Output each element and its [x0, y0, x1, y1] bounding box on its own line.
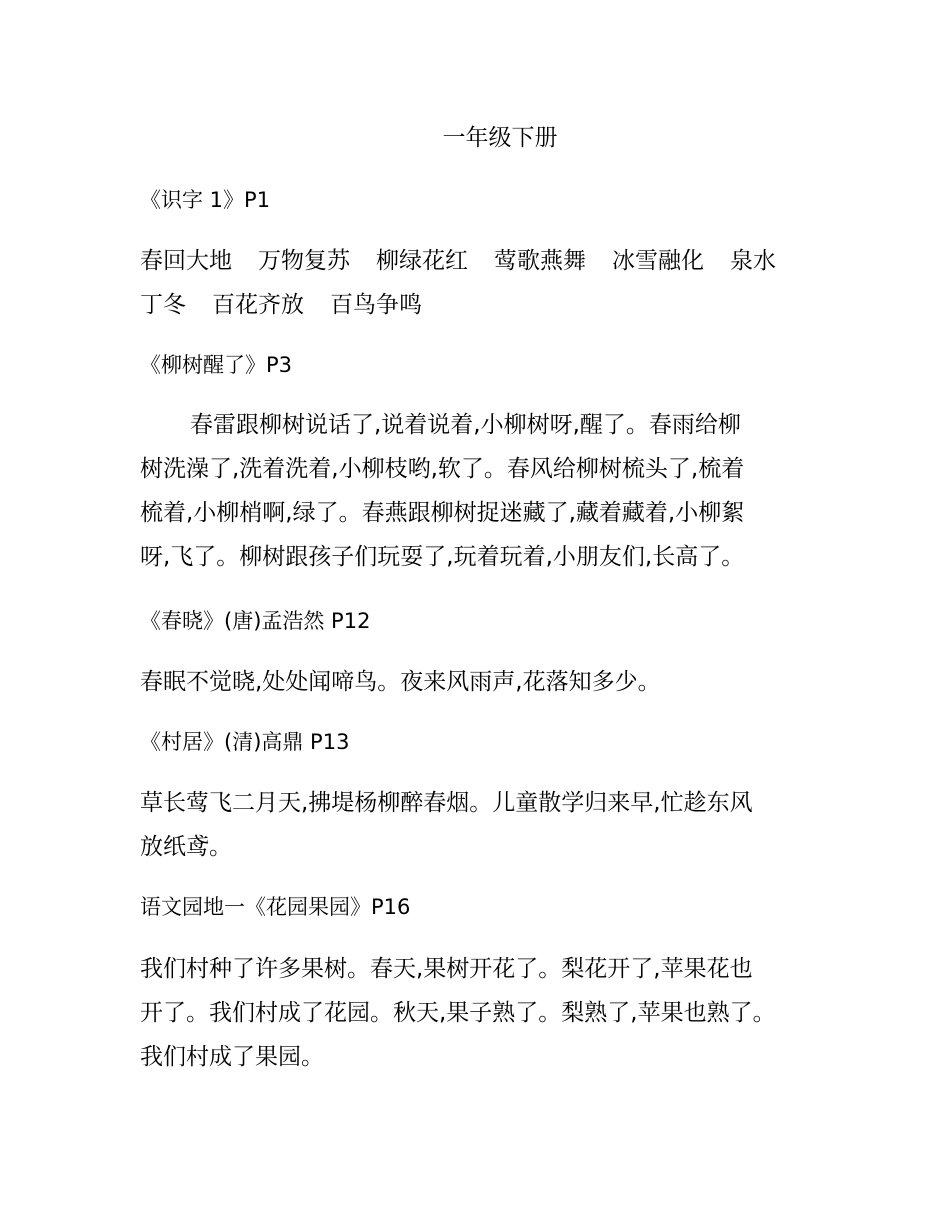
word: 柳绿花红: [376, 248, 468, 274]
word: 万物复苏: [258, 248, 350, 274]
section-heading-liushu: 《柳树醒了》P3: [140, 353, 293, 377]
text-line: 春雷跟柳树说话了,说着说着,小柳树呀,醒了。春雨给柳: [190, 412, 741, 438]
section-heading-chunxiao: 《春晓》(唐)孟浩然 P12: [140, 609, 371, 633]
section-heading-huayuan: 语文园地一《花园果园》P16: [140, 895, 411, 919]
text-line: 我们村种了许多果树。春天,果树开花了。梨花开了,苹果花也: [140, 956, 753, 982]
paragraph-huayuan: [140, 947, 776, 1079]
word: 泉水: [730, 248, 776, 274]
word-line: [140, 239, 776, 283]
word: 百鸟争鸣: [330, 292, 422, 318]
paragraph-liushu: [140, 403, 744, 579]
text-line: 我们村成了果园。: [140, 1044, 324, 1070]
text-line: 放纸鸢。: [140, 834, 232, 860]
section-heading-cunju: 《村居》(清)高鼎 P13: [140, 730, 350, 754]
word: 莺歌燕舞: [494, 248, 586, 274]
text-line: 开了。我们村成了花园。秋天,果子熟了。梨熟了,苹果也熟了。: [140, 1000, 776, 1026]
word: 百花齐放: [212, 292, 304, 318]
word: 丁冬: [140, 292, 186, 318]
text-line: 树洗澡了,洗着洗着,小柳枝哟,软了。春风给柳树梳头了,梳着: [140, 456, 745, 482]
poem-cunju: [140, 781, 753, 869]
page-title: 一年级下册: [442, 125, 558, 151]
text-line: 春眠不觉晓,处处闻啼鸟。夜来风雨声,花落知多少。: [140, 669, 661, 695]
word-line: [140, 283, 776, 327]
text-line: 梳着,小柳梢啊,绿了。春燕跟柳树捉迷藏了,藏着藏着,小柳絮: [140, 500, 745, 526]
text-line: 呀,飞了。柳树跟孩子们玩耍了,玩着玩着,小朋友们,长高了。: [140, 544, 745, 570]
poem-chunxiao: [140, 660, 661, 704]
word-list-shizi: [140, 239, 776, 327]
word: 春回大地: [140, 248, 232, 274]
word: 冰雪融化: [612, 248, 704, 274]
text-line: 草长莺飞二月天,拂堤杨柳醉春烟。儿童散学归来早,忙趁东风: [140, 790, 753, 816]
section-heading-shizi: 《识字 1》P1: [140, 188, 271, 212]
